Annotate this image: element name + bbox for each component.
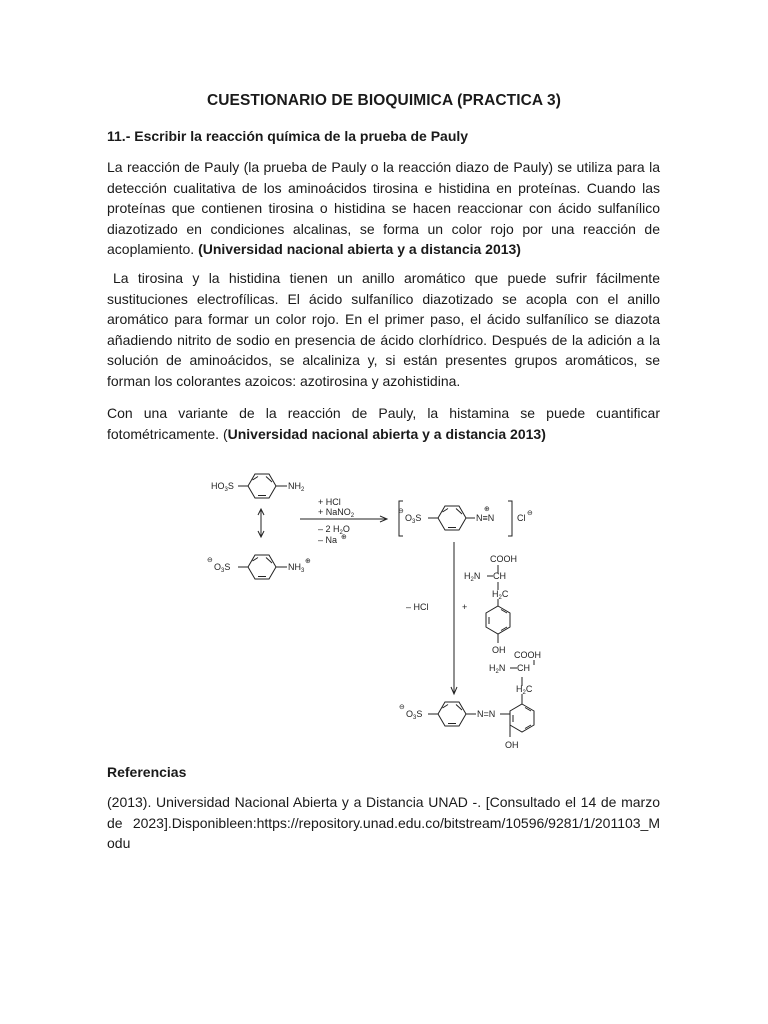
question-heading: 11.- Escribir la reacción química de la prueba de Pauly	[107, 128, 469, 144]
chloride-ion: Cl	[517, 513, 526, 523]
page-title: CUESTIONARIO DE BIOQUIMICA (PRACTICA 3)	[206, 92, 562, 109]
loss-sodium: – Na	[318, 535, 338, 545]
svg-text:⊖: ⊖	[398, 508, 404, 515]
paragraph-mechanism	[107, 268, 660, 391]
amine-group: $H_2N$	[489, 663, 506, 675]
paragraph-pauly-intro	[107, 157, 660, 260]
amine-group: $H_2N$	[464, 571, 481, 583]
diazonium-group: N≡N	[476, 513, 495, 523]
ammonium-group: $NH_3$	[288, 562, 305, 574]
alpha-carbon: CH	[493, 571, 506, 581]
sulfonate-group: $O_3S$	[214, 562, 231, 574]
paragraph-histamine	[107, 403, 660, 444]
sulfonic-acid-group: $HO_3S$	[211, 481, 234, 493]
paragraph-text: La reacción de Pauly (la prueba de Pauly o la reacción diazo de Pauly) se utiliza para la detección cualitativa de los aminoácidos tirosina e histidina en proteínas. Cuando las proteínas que contienen tirosina o histidina se hacen reaccionar con ácido sulfanílico diazotizado en condiciones alcalinas, se forma un color rojo por una reacción de acoplamiento.	[107, 159, 660, 257]
carboxyl-group: COOH	[490, 554, 517, 564]
azo-group: N=N	[477, 709, 496, 719]
reference-entry	[107, 792, 660, 854]
benzene-ring	[248, 555, 276, 579]
benzene-ring	[510, 704, 534, 732]
paragraph-text: La tirosina y la histidina tienen un anillo aromático que puede sufrir fácilmente sustituciones electrofílicas. El ácido sulfanílico diazotizado se acopla con el anillo aromático para formar un color rojo. En el primer paso, el ácido sulfanílico se diazota añadiendo nitrito de sodio en presencia de ácido clorhídrico. Después de la adición a la solución de aminoácidos, se alcaliniza y, si están presentes grupos aromáticos, se forman los colorantes azoicos: azotirosina y azohistidina.	[107, 270, 660, 389]
reagent-hcl: + HCl	[318, 497, 341, 507]
paragraph-text: Con una variante de la reacción de Pauly, la histamina se puede cuantificar fotométricamente. (	[107, 405, 660, 442]
svg-text:⊖: ⊖	[399, 704, 405, 711]
benzene-ring	[486, 606, 510, 634]
plus-sign: +	[462, 602, 468, 612]
svg-text:⊕: ⊕	[484, 506, 490, 513]
loss-water: – 2 $H_2O$	[318, 524, 350, 536]
benzene-ring	[248, 474, 276, 498]
hydroxyl-group: OH	[505, 740, 519, 750]
benzene-ring	[438, 702, 466, 726]
sulfonate-group: $O_3S$	[406, 709, 423, 721]
alpha-carbon: CH	[517, 663, 530, 673]
benzene-ring	[438, 506, 466, 530]
reagent-nano2: + NaNO$_2$	[318, 507, 355, 519]
svg-text:⊖: ⊖	[207, 557, 213, 564]
methylene-group: $H_2C$	[516, 684, 533, 696]
methylene-group: $H_2C$	[492, 589, 509, 601]
citation: Universidad nacional abierta y a distancia 2013)	[227, 425, 546, 442]
sulfonate-group: $O_3S$	[405, 513, 422, 525]
svg-text:⊕: ⊕	[341, 534, 347, 541]
carboxyl-group: COOH	[514, 650, 541, 660]
reference-text: (2013). Universidad Nacional Abierta y a Distancia UNAD -. [Consultado el 14 de marzo de 2023].Disponibleen:https://repository.unad.edu.co/bitstream/10596/9281/1/201103_Modu	[107, 794, 660, 851]
amino-group: $NH_2$	[288, 481, 305, 493]
loss-hcl: – HCl	[406, 602, 429, 612]
citation: (Universidad nacional abierta y a distancia 2013)	[198, 241, 521, 257]
hydroxyl-group: OH	[492, 645, 506, 655]
svg-text:⊖: ⊖	[527, 510, 533, 517]
pauly-reaction-scheme	[196, 460, 576, 760]
svg-text:⊕: ⊕	[305, 558, 311, 565]
references-heading: Referencias	[107, 764, 187, 780]
